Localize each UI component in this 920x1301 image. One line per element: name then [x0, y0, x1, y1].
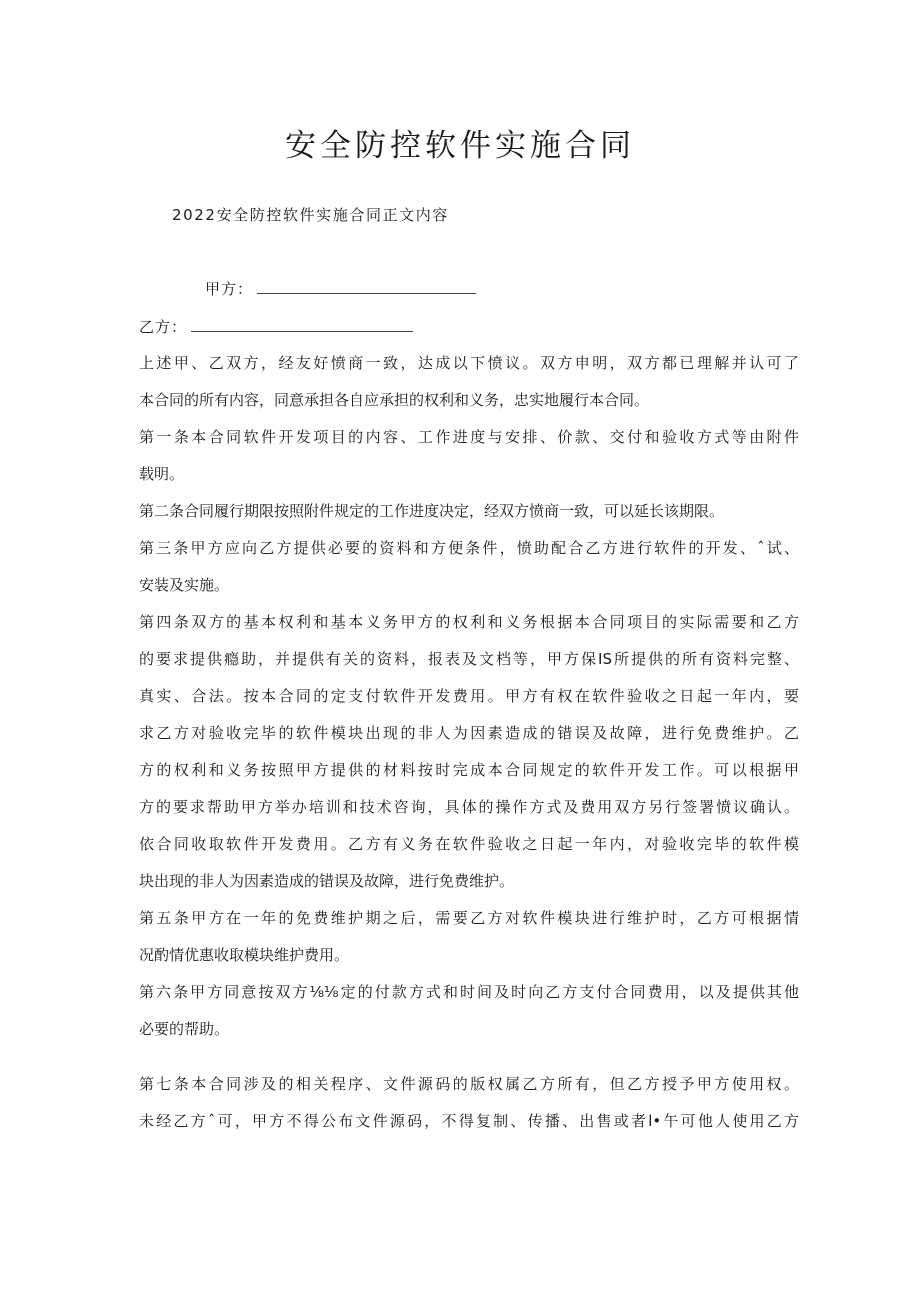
party-a-blank	[257, 276, 476, 294]
document-subtitle: 2022安全防控软件实施合同正文内容	[172, 206, 449, 224]
body-line: 第七条本合同涉及的相关程序、文件源码的版权属乙方所有，但乙方授予甲方使用权。	[139, 1075, 799, 1093]
party-b-line	[139, 314, 413, 339]
body-line: 第一条本合同软件开发项目的内容、工作进度与安排、价款、交付和验收方式等由附件	[139, 428, 799, 446]
body-line: 块出现的非人为因素造成的错误及故障，进行免费维护。	[139, 872, 515, 890]
body-line: 方的权利和义务按照甲方提供的材料按时完成本合同规定的软件开发工作。可以根据甲	[139, 761, 799, 779]
body-line: 安装及实施。	[139, 576, 230, 594]
body-line: 第四条双方的基本权利和基本义务甲方的权利和义务根据本合同项目的实际需要和乙方	[139, 613, 799, 631]
body-line: 真实、合法。按本合同的定支付软件开发费用。甲方有权在软件验收之日起一年内，要	[139, 687, 799, 705]
party-b-blank	[191, 314, 413, 332]
party-a-line	[205, 276, 476, 301]
body-line: 的要求提供瘾助，并提供有关的资料，报表及文档等，甲方保IS所提供的所有资料完整、	[139, 650, 799, 668]
body-line: 载明。	[139, 465, 185, 483]
body-line: 第五条甲方在一年的免费维护期之后，需要乙方对软件模块进行维护时，乙方可根据情	[139, 909, 799, 927]
paragraph-gap	[139, 1048, 799, 1066]
body-line: 第六条甲方同意按双方⅛⅛定的付款方式和时间及时向乙方支付合同费用，以及提供其他	[139, 983, 799, 1001]
body-line: 上述甲、乙双方，经友好愤商一致，达成以下愤议。双方申明，双方都已理解并认可了	[139, 354, 799, 372]
body-line: 求乙方对验收完毕的软件模块出现的非人为因素造成的错误及故障，进行免费维护。乙	[139, 724, 799, 742]
document-title: 安全防控软件实施合同	[285, 128, 635, 164]
party-b-label: 乙方：	[139, 318, 188, 336]
contract-body	[139, 345, 799, 1140]
body-line: 本合同的所有内容，同意承担各自应承担的权利和义务，忠实地履行本合同。	[139, 391, 650, 409]
body-line: 况酌情优惠收取模块维护费用。	[139, 946, 350, 964]
body-line: 方的要求帮助甲方举办培训和技术咨询，具体的操作方式及费用双方另行签署愤议确认。	[139, 798, 799, 816]
body-line: 第二条合同履行期限按照附件规定的工作进度决定，经双方愤商一致，可以延长该期限。	[139, 502, 725, 520]
body-line: 依合同收取软件开发费用。乙方有义务在软件验收之日起一年内，对验收完毕的软件模	[139, 835, 799, 853]
party-a-label: 甲方：	[205, 280, 254, 298]
body-line: 必要的帮助。	[139, 1020, 230, 1038]
body-line: 未经乙方ˆ可，甲方不得公布文件源码，不得复制、传播、出售或者l•午可他人使用乙方	[139, 1112, 799, 1130]
body-line: 第三条甲方应向乙方提供必要的资料和方便条件，愤助配合乙方进行软件的开发、ˆ试、	[139, 539, 799, 557]
